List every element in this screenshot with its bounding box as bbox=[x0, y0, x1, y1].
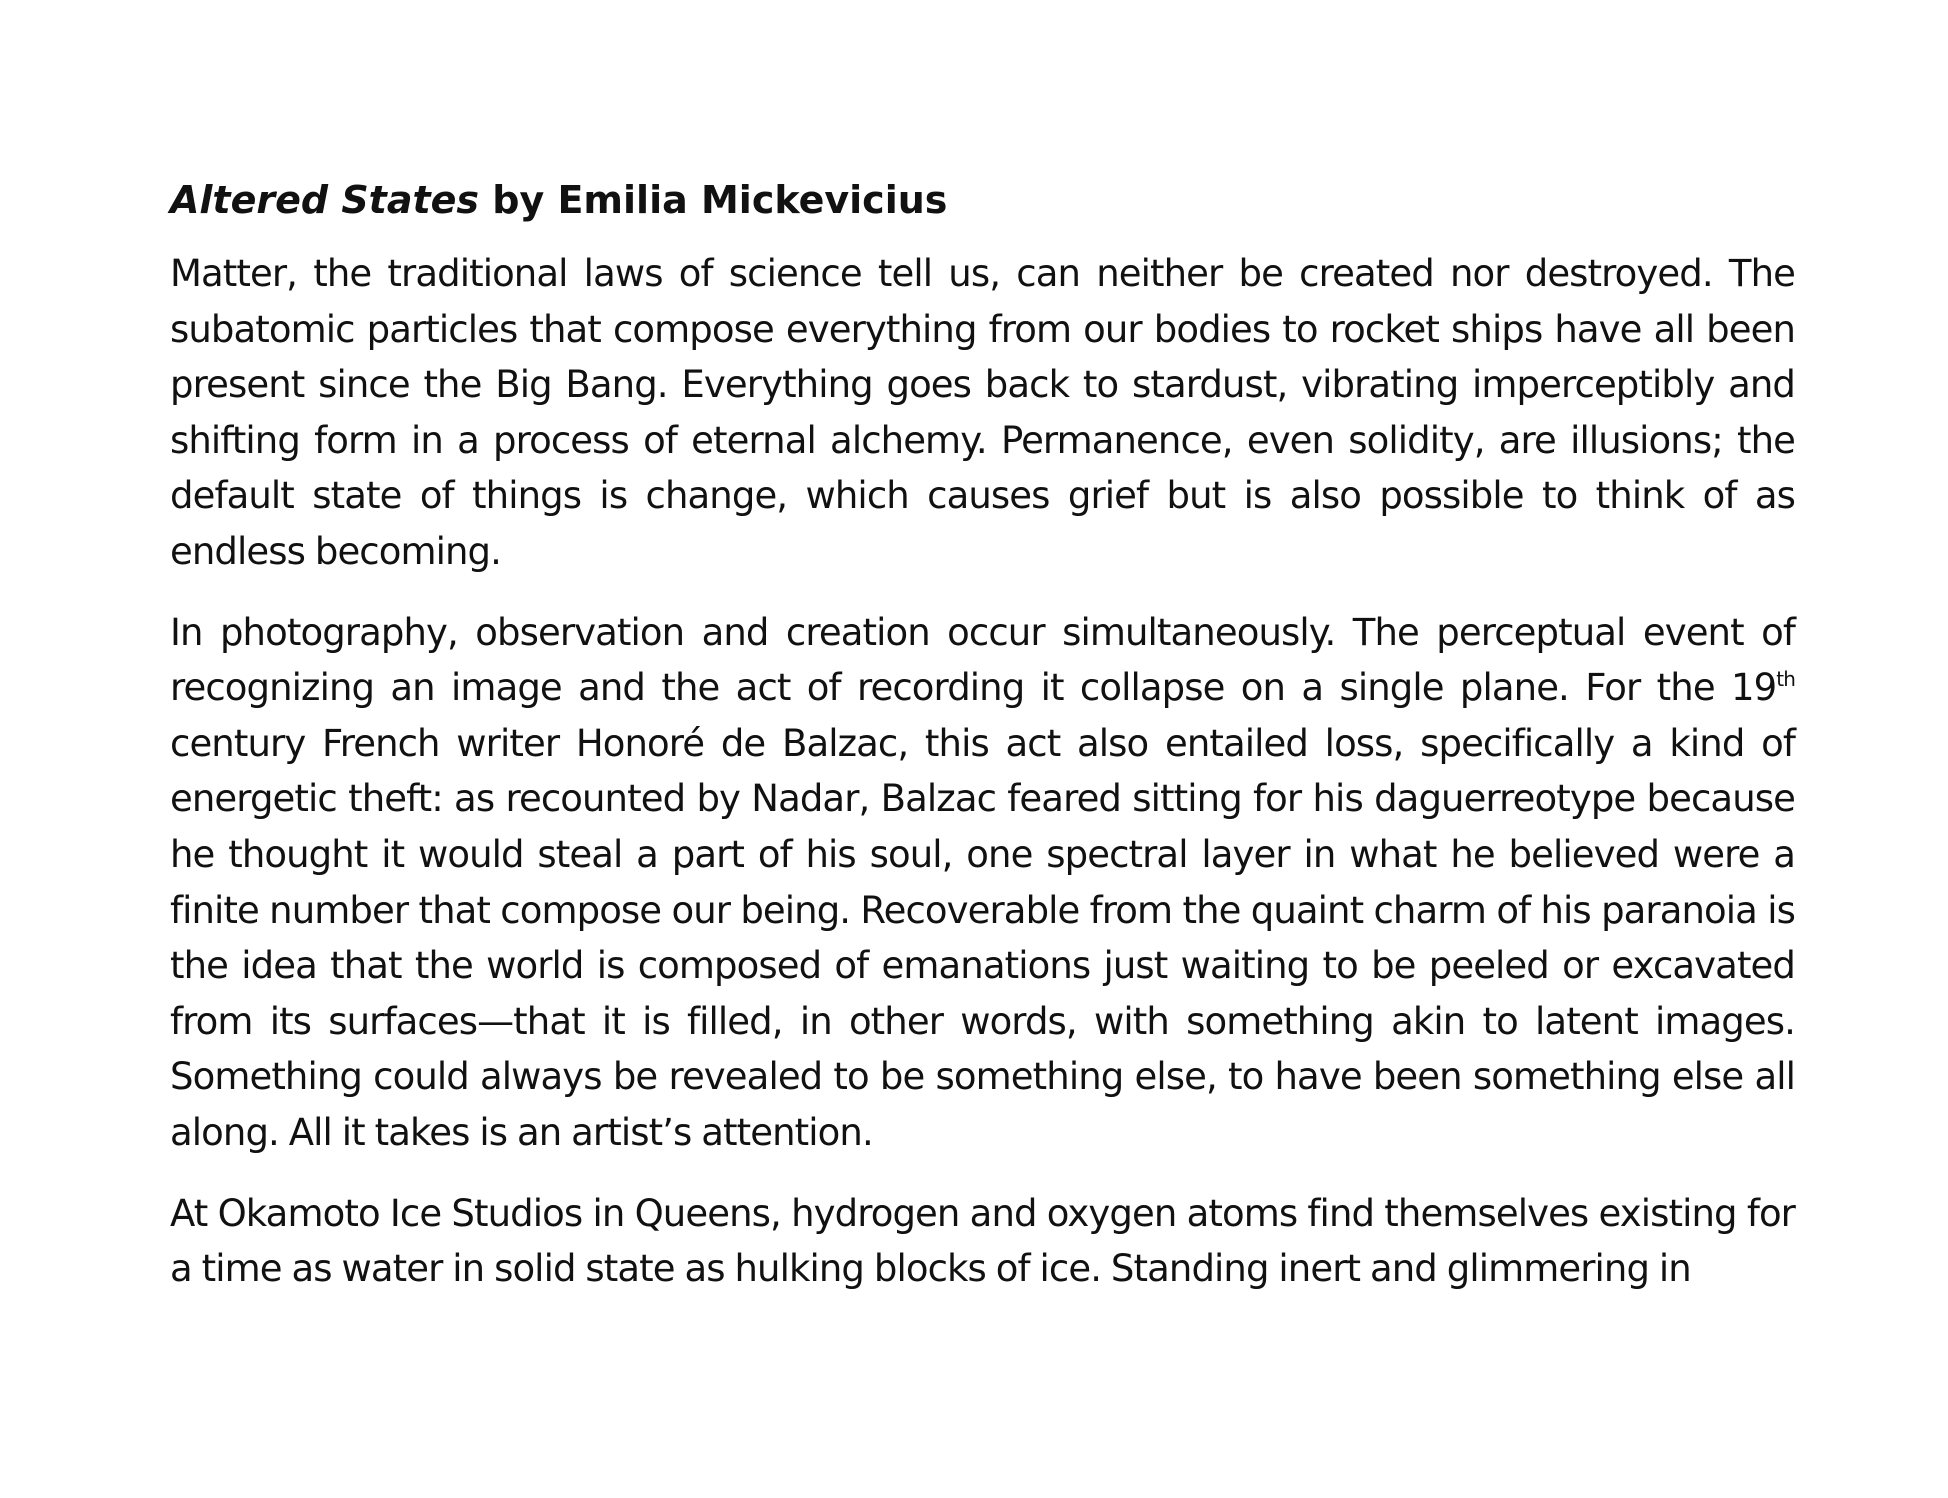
document-title bbox=[170, 172, 1795, 228]
paragraph-2-text-b: century French writer Honoré de Balzac, this act also entailed loss, specifically a kind of energetic theft: as recounted by Nadar, Balzac feared sitting for his daguerreotype because he thought it would steal a part of his soul, one spectral layer in what he believed were a finite number that compose our being. Recoverable from the quaint charm of his paranoia is the idea that the world is composed of emanations just waiting to be peeled or excavated from its surfaces—that it is filled, in other words, with something akin to latent images. Something could always be revealed to be something else, to have been something else all along. All it takes is an artist’s attention. bbox=[170, 721, 1795, 1154]
ordinal-suffix: th bbox=[1776, 667, 1795, 692]
author-byline: by Emilia Mickevicius bbox=[479, 178, 948, 222]
work-title: Altered States bbox=[170, 178, 480, 222]
paragraph-1: Matter, the traditional laws of science tell us, can neither be created nor destroyed. The subatomic particles that compose everything from our bodies to rocket ships have all been present since the Big Bang. Everything goes back to stardust, vibrating imperceptibly and shifting form in a process of eternal alchemy. Permanence, even solidity, are illusions; the default state of things is change, which causes grief but is also possible to think of as endless becoming. bbox=[170, 252, 1795, 573]
paragraph-3: At Okamoto Ice Studios in Queens, hydrogen and oxygen atoms find themselves existing for a time as water in solid state as hulking blocks of ice. Standing inert and glimmering in bbox=[170, 1191, 1795, 1291]
paragraph-2 bbox=[170, 605, 1795, 1161]
paragraph-2-text-a: In photography, observation and creation occur simultaneously. The perceptual event of recognizing an image and the act of recording it collapse on a single plane. For the 19 bbox=[170, 610, 1795, 710]
document-page bbox=[170, 172, 1795, 1322]
